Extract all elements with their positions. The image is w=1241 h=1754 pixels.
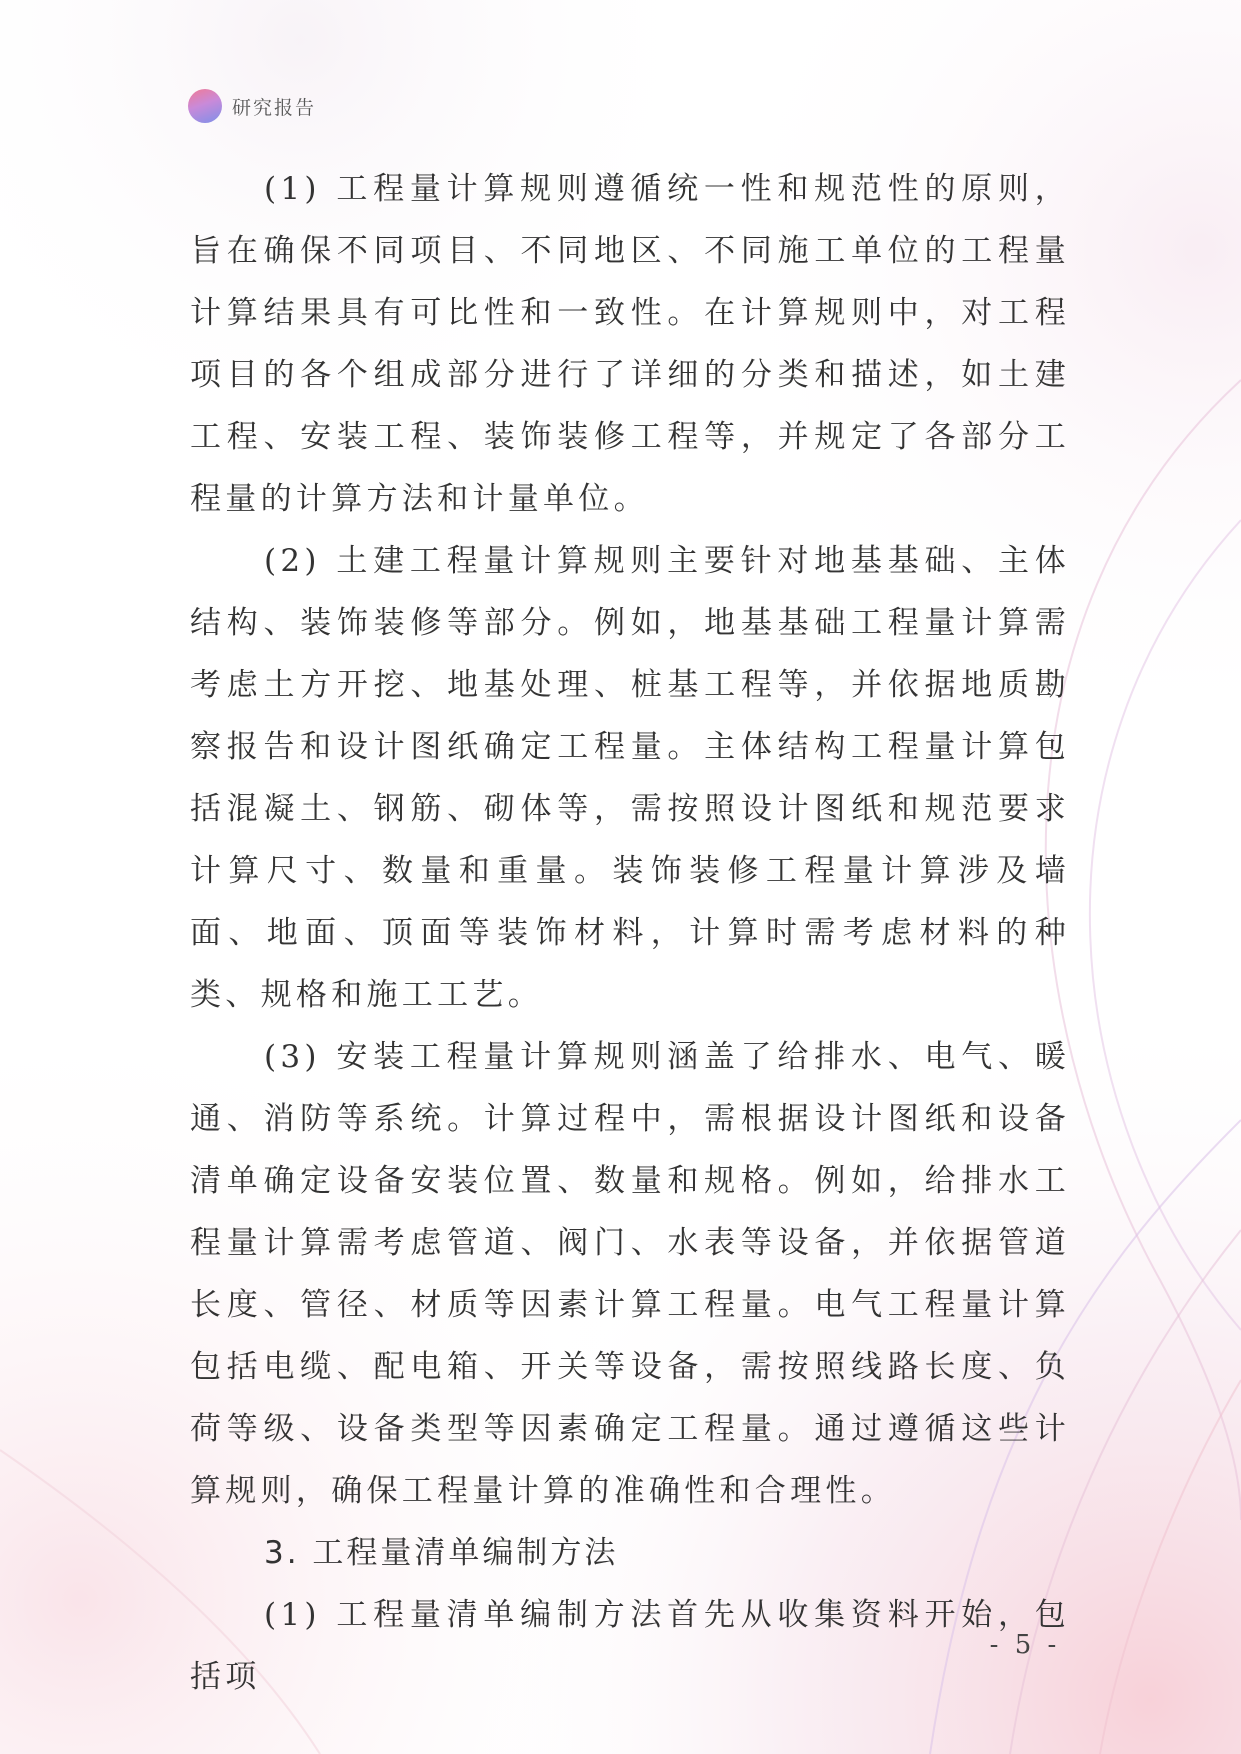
paragraph: (1) 工程量清单编制方法首先从收集资料开始，包括项 — [190, 1597, 1070, 1695]
section-heading: 3. 工程量清单编制方法 — [264, 1535, 619, 1571]
logo-circle-icon — [188, 89, 222, 123]
paragraph: (1) 工程量计算规则遵循统一性和规范性的原则，旨在确保不同项目、不同地区、不同施工单位的工程量计算结果具有可比性和一致性。在计算规则中，对工程项目的各个组成部分进行了详细的分类和描述，如土建工程、安装工程、装饰装修工程等，并规定了各部分工程量的计算方法和计量单位。 — [190, 171, 1070, 517]
paragraph: (3) 安装工程量计算规则涵盖了给排水、电气、暖通、消防等系统。计算过程中，需根据设计图纸和设备清单确定设备安装位置、数量和规格。例如，给排水工程量计算需考虑管道、阀门、水表等设备，并依据管道长度、管径、材质等因素计算工程量。电气工程量计算包括电缆、配电箱、开关等设备，需按照线路长度、负荷等级、设备类型等因素确定工程量。通过遵循这些计算规则，确保工程量计算的准确性和合理性。 — [190, 1039, 1070, 1509]
document-body — [190, 158, 1070, 1708]
header-title: 研究报告 — [232, 96, 317, 119]
paragraph: (2) 土建工程量计算规则主要针对地基基础、主体结构、装饰装修等部分。例如，地基基础工程量计算需考虑土方开挖、地基处理、桩基工程等，并依据地质勘察报告和设计图纸确定工程量。主体结构工程量计算包括混凝土、钢筋、砌体等，需按照设计图纸和规范要求计算尺寸、数量和重量。装饰装修工程量计算涉及墙面、地面、顶面等装饰材料，计算时需考虑材料的种类、规格和施工工艺。 — [190, 543, 1070, 1013]
page-number: - 5 - — [989, 1630, 1061, 1660]
page-header — [188, 88, 316, 124]
